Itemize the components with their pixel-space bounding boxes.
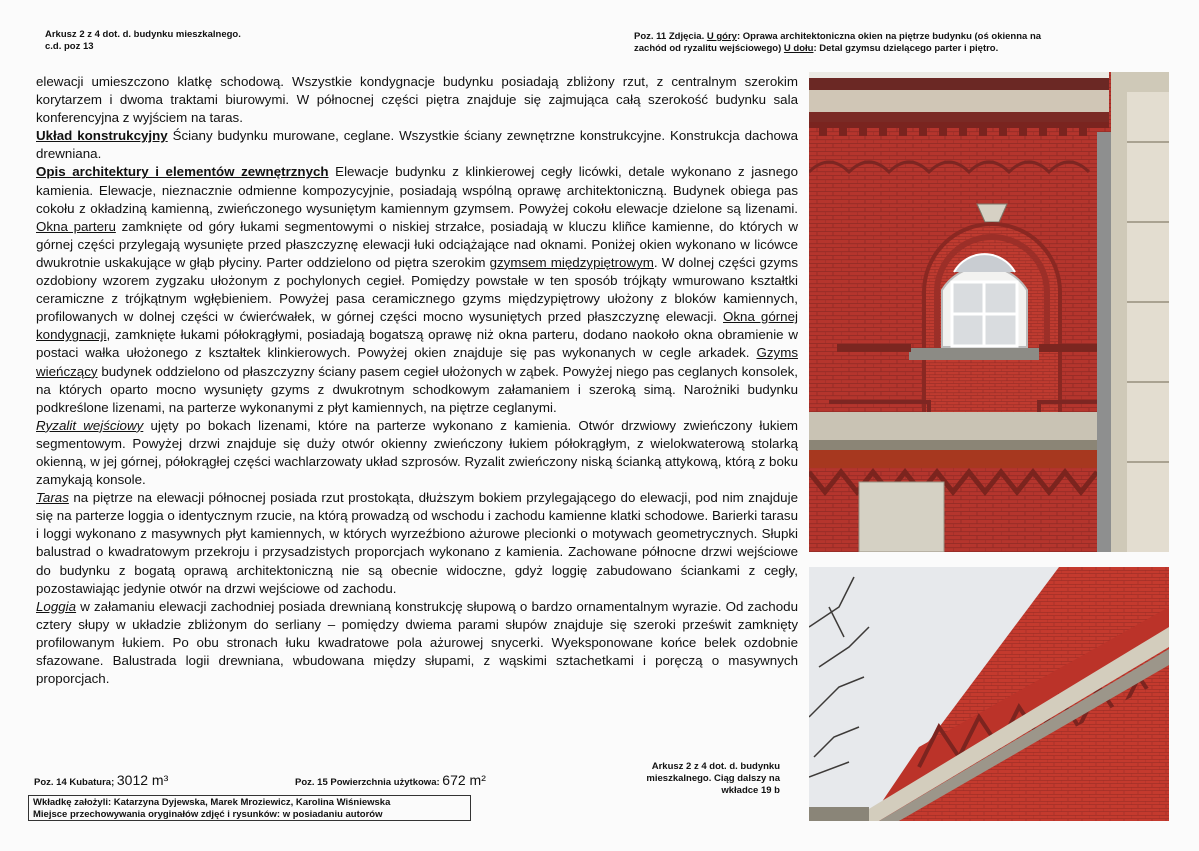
kubatura-value: 3012 m³ <box>116 772 169 788</box>
kubatura: Poz. 14 Kubatura; 3012 m³ <box>34 772 169 788</box>
term-interfloor-cornice: gzymsem międzypiętrowym <box>489 254 654 270</box>
continuation-note: Arkusz 2 z 4 dot. d. budynku mieszkalnego. Ciąg dalszy na wkładce 19 b <box>646 761 780 796</box>
header-position-ref: c.d. poz 13 <box>45 41 94 52</box>
label-terrace: Taras <box>36 490 69 506</box>
paragraph-risalit: Ryzalit wejściowy ujęty po bokach lizenami, które na parterze wykonano z kamienia. Otwór drzwiowy zwieńczony łukiem segmentowym. Powyżej drzwi znajduje się duży otwór okienny zwieńczony łukiem półokrągłym, z wielokwaterową stolarką okienną, w jej górnej, półokrągłej części wachlarzowaty układ szprosów. Ryzalit zwieńczony niską ścianką attykową, którą z boku zamykają konsole. <box>36 417 798 488</box>
label-risalit: Ryzalit wejściowy <box>36 417 144 433</box>
header-sheet-info: Arkusz 2 z 4 dot. d. budynku mieszkalnego. <box>45 29 241 40</box>
term-upper-windows: Okna górnej kondygnacji <box>36 309 798 343</box>
label-loggia: Loggia <box>36 598 77 614</box>
paragraph-loggia: Loggia w załamaniu elewacji zachodniej posiada drewnianą konstrukcję słupową o bardzo ornamentalnym wyrazie. Od zachodu cztery słupy w układzie zbliżonym do serliany – pomiędzy dwiema parami słupów znajduje się szeroki prześwit zamknięty profilowanym łukiem. Po obu stronach łuku kwadratowe pola ażurowej snycerki. Wyeksponowane końce belek ozdobnie sfazowane. Balustrada logii drewniana, wbudowana między słupami, z wąskimi sztachetkami i poręczą o masywnych proporcjach. <box>36 598 798 687</box>
authors-line: Wkładkę założyli: Katarzyna Dyjewska, Marek Mroziewicz, Karolina Wiśniewska <box>33 797 391 808</box>
usable-area-value: 672 m² <box>442 772 486 788</box>
paragraph-construction: Układ konstrukcyjny Ściany budynku murowane, ceglane. Wszystkie ściany zewnętrzne konstrukcyjne. Konstrukcja dachowa drewniana. <box>36 128 798 162</box>
description-body <box>36 73 798 688</box>
photo-cornice-detail <box>809 567 1169 821</box>
paragraph-architecture: Opis architektury i elementów zewnętrznych Elewacje budynku z klinkierowej cegły licówki, detale wykonano z jasnego kamienia. Elewacje, nieznacznie odmienne kompozycyjnie, posiadają wspólną oprawę architektoniczną. Budynek obiega pas cokołu z okładziną kamienną, zwieńczonego wysuniętym kamiennym gzymsem. Powyżej cokołu elewacje dzielone są lizenami. Okna parteru zamknięte od góry łukami segmentowymi o niskiej strzałce, posiadają w kluczu kliñce kamienne, do których w górnej części przylegają wysunięte przed płaszczyznę elewacji łuki odciążające nad oknami. Poniżej okien wykonano w licówce dwukrotnie uskakujące w głąb płyciny. Parter oddzielono od piętra szerokim gzymsem międzypiętrowym. W dolnej części gzyms ozdobiony wzorem zygzaku ułożonym z pochylonych cegieł. Pomiędzy powstałe w ten sposób trójkąty wmurowano kształtki ceramiczne z trójkątnym wgłębieniem. Powyżej pasa ceramicznego gzyms międzypiętrowy ułożony z bloków kamiennych, profilowanych w dolnej części w ćwierćwałek, w górnej części mocno wysuniętych przed płaszczyznę elewacji. Okna górnej kondygnacji, zamknięte łukami półokrągłymi, posiadają bogatszą oprawę niż okna parteru, dodano naokoło okna obramienie w postaci wałka ułożonego z kształtek klinkierowych. Powyżej okien znajduje się pas wykonanych w cegle arkadek. Gzyms wieńczący budynek oddzielono od płaszczyzny ściany pasem cegieł ułożonych w ząbek. Powyżej niego pas ceglanych konsolek, na których oparto mocno wysunięty gzyms z dwukrotnym schodkowym załamaniem i szeroką simą. Narożniki budynku podkreślone lizenami, na parterze wykonanymi z płyt kamiennych, na piętrze ceglanymi. <box>36 164 799 415</box>
authors-box <box>28 795 471 821</box>
caption-top-label: U góry <box>706 31 737 42</box>
header-left <box>45 29 241 53</box>
term-crowning-cornice: Gzyms wieńczący <box>36 345 798 379</box>
photo-caption-line1: Poz. 11 Zdjęcia. U góry: Oprawa architektoniczna okien na piętrze budynku (oś okienna na <box>634 31 1042 42</box>
term-ground-windows: Okna parteru <box>36 218 116 234</box>
photo-caption-line2: zachód od ryzalitu wejściowego) U dołu: Detal gzymsu dzielącego parter i piętro. <box>634 43 999 54</box>
header-right <box>634 31 1154 55</box>
photo-upper-window <box>809 72 1169 552</box>
label-construction: Układ konstrukcyjny <box>36 128 168 144</box>
paragraph-layout: elewacji umieszczono klatkę schodową. Wszystkie kondygnacje budynku posiadają zbliżony rzut, z centralnym szerokim korytarzem i dwoma traktami biurowymi. W północnej części piętra znajduje się zajmująca całą szerokość budynku sala konferencyjna z wyjściem na taras. <box>36 74 798 126</box>
caption-bottom-label: U dołu <box>783 43 814 54</box>
label-architecture: Opis architektury i elementów zewnętrznych <box>36 164 329 180</box>
paragraph-terrace: Taras na piętrze na elewacji północnej posiada rzut prostokąta, dłuższym bokiem przylegającego do elewacji, pod nim znajduje się na parterze loggia o identycznym rzucie, na którą prowadzą od wschodu i zachodu kamienne klatki schodowe. Barierki tarasu i loggi wykonano z masywnych płyt kamiennych, w których wyrzeźbiono ażurowe plecionki o motywach geometrycznych. Słupki balustrad o kwadratowym przekroju i przysadzistych proporcjach wykonano z kamienia. Zachowane północne drzwi wejściowe do budynku z bogatą oprawą architektoniczną nie są obecnie widoczne, gdyż loggię zabudowano ściankami z cegły, pozostawiając jedynie otwór na drzwi wejściowe od zachodu. <box>36 490 798 596</box>
storage-line: Miejsce przechowywania oryginałów zdjęć i rysunków: w posiadaniu autorów <box>33 809 383 820</box>
usable-area: Poz. 15 Powierzchnia użytkowa: 672 m² <box>295 772 486 788</box>
